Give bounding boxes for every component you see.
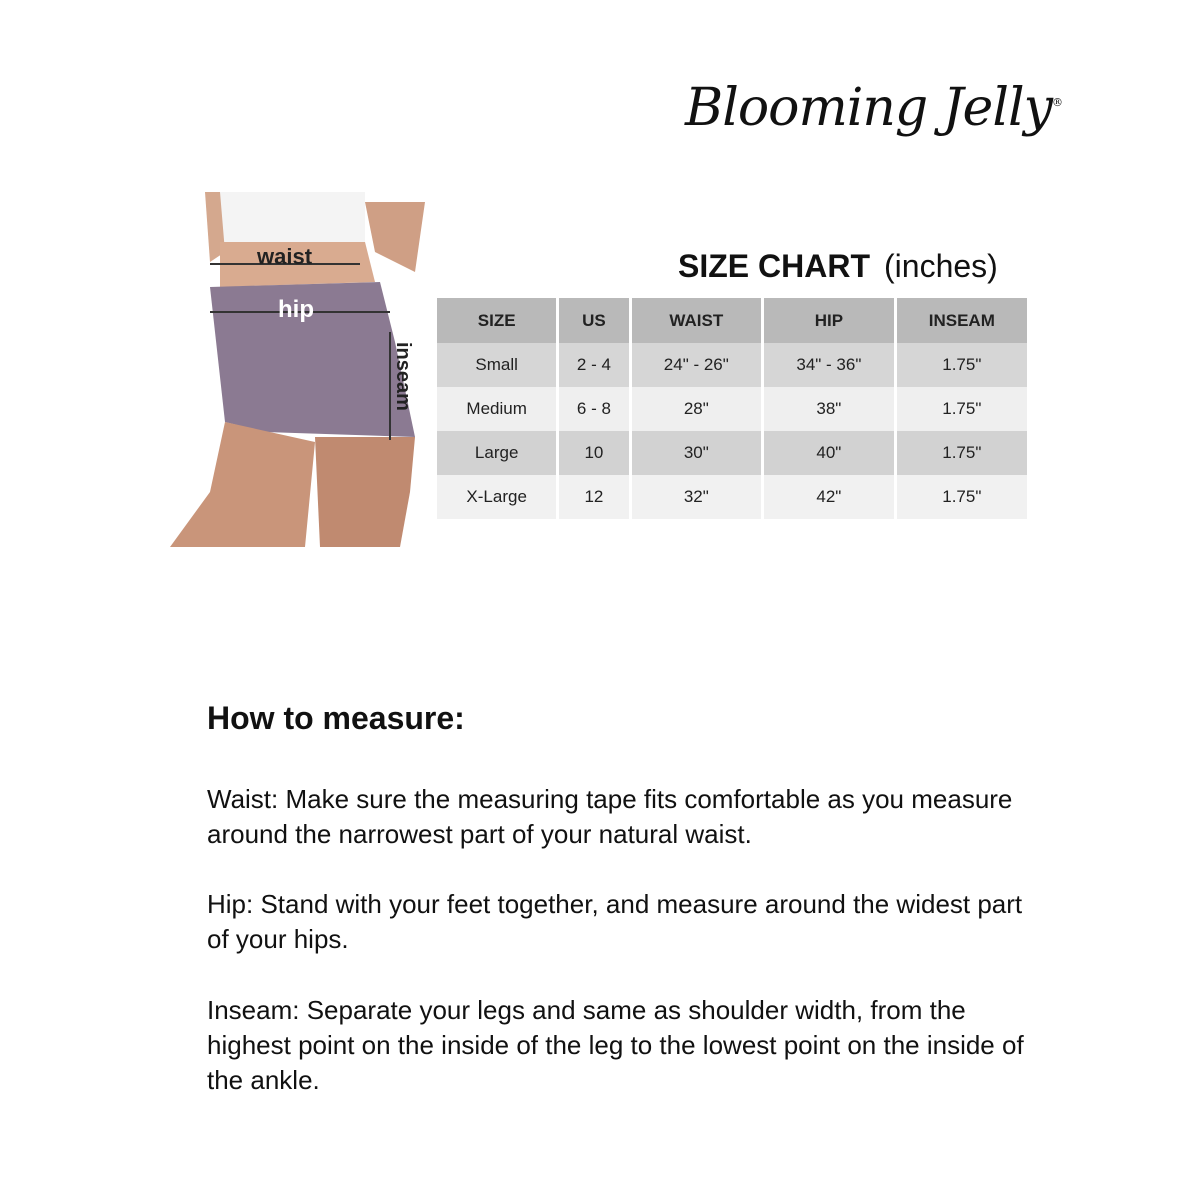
table-cell: 32": [630, 475, 763, 519]
waist-label: waist: [257, 244, 313, 269]
arm-right: [365, 202, 425, 272]
table-cell: 10: [558, 431, 630, 475]
header-cell: US: [558, 298, 630, 343]
table-row: [437, 387, 1027, 431]
table-cell: 40": [763, 431, 896, 475]
how-to-measure-title: How to measure:: [207, 700, 465, 736]
inseam-instructions: Inseam: Separate your legs and same as shoulder width, from the highest point on the inside of the leg to the lowest point on the inside of the ankle.: [207, 995, 1024, 1095]
white-top: [215, 192, 365, 242]
table-cell: Large: [437, 431, 558, 475]
model-photo: [165, 192, 430, 547]
table-cell: X-Large: [437, 475, 558, 519]
brand-logo: Blooming Jelly®: [685, 78, 1062, 138]
table-cell: 6 - 8: [558, 387, 630, 431]
hip-instructions: Hip: Stand with your feet together, and measure around the widest part of your hips.: [207, 889, 1023, 954]
header-cell: INSEAM: [895, 298, 1027, 343]
table-cell: 1.75": [895, 475, 1027, 519]
table-cell: 28": [630, 387, 763, 431]
leg-right: [315, 437, 415, 547]
header-cell: WAIST: [630, 298, 763, 343]
table-cell: 30": [630, 431, 763, 475]
table-cell: 34" - 36": [763, 343, 896, 387]
table-row: [437, 343, 1027, 387]
waist-instructions: Waist: Make sure the measuring tape fits comfortable as you measure around the narrowest part of your natural waist.: [207, 784, 1013, 849]
header-cell: SIZE: [437, 298, 558, 343]
table-header-row: [437, 298, 1027, 343]
table-cell: 24" - 26": [630, 343, 763, 387]
table-cell: 2 - 4: [558, 343, 630, 387]
table-row: [437, 475, 1027, 519]
table-cell: 1.75": [895, 431, 1027, 475]
table-cell: 12: [558, 475, 630, 519]
hip-label: hip: [278, 296, 314, 323]
header-cell: HIP: [763, 298, 896, 343]
table-cell: 38": [763, 387, 896, 431]
table-cell: 1.75": [895, 387, 1027, 431]
table-cell: 42": [763, 475, 896, 519]
size-table: [437, 298, 1027, 519]
size-chart-title: SIZE CHART (inches): [678, 248, 998, 284]
leg-left: [170, 422, 315, 547]
inseam-label: inseam: [392, 342, 414, 411]
table-row: [437, 431, 1027, 475]
table-cell: 1.75": [895, 343, 1027, 387]
table-cell: Small: [437, 343, 558, 387]
table-cell: Medium: [437, 387, 558, 431]
